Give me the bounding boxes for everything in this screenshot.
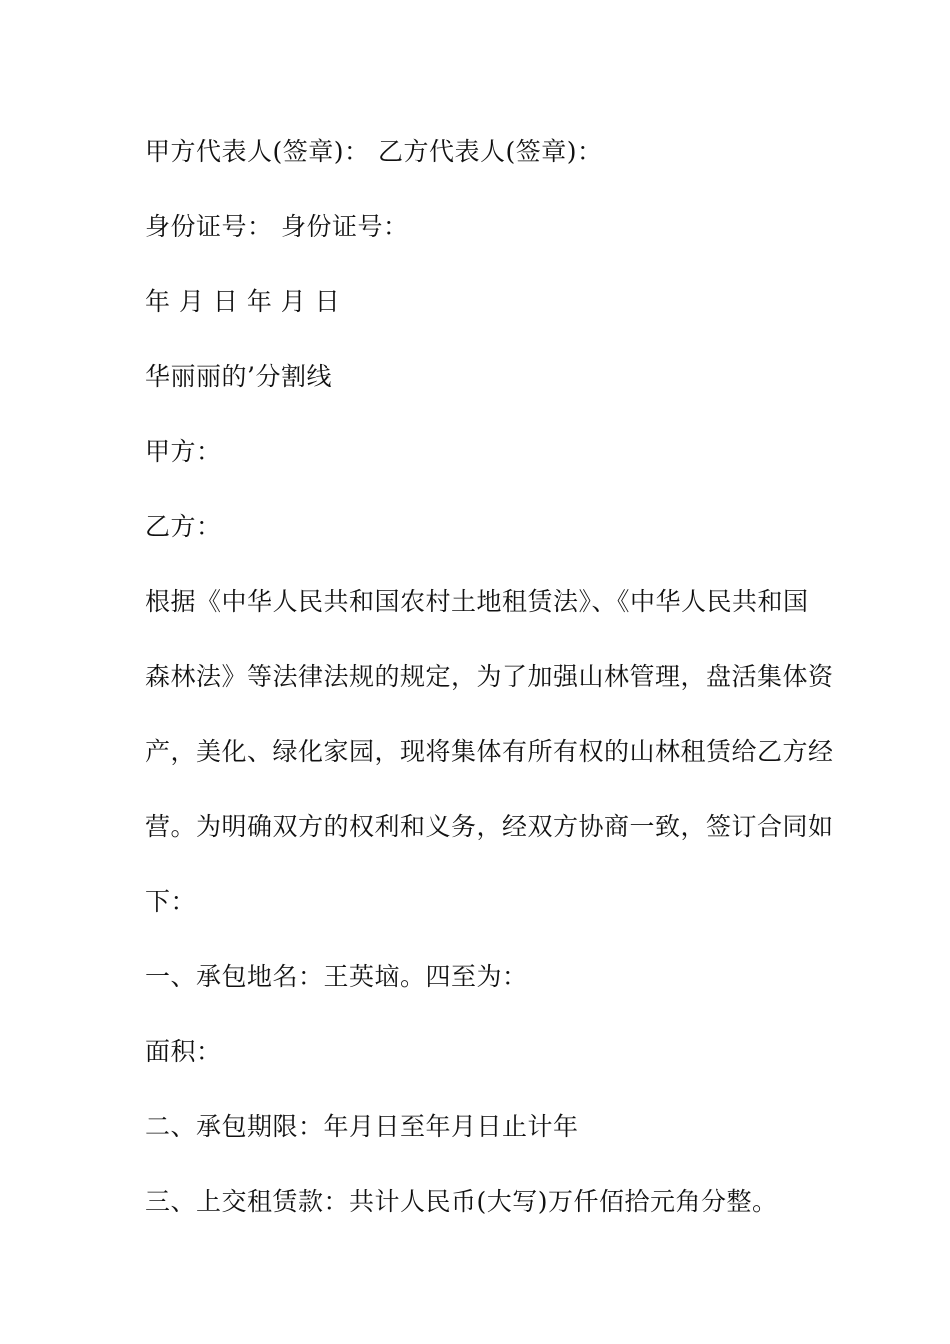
date-line: 年 月 日 年 月 日 — [145, 287, 341, 316]
paragraph-line: 森林法》等法律法规的规定，为了加强山林管理，盘活集体资 — [145, 662, 834, 691]
paragraph-line: 根据《中华人民共和国农村土地租赁法》、《中华人民共和国 — [145, 587, 809, 616]
paragraph-line: 营。为明确双方的权利和义务，经双方协商一致，签订合同如 — [145, 812, 834, 841]
party-a-line: 甲方： — [145, 437, 222, 466]
paragraph-line: 产，美化、绿化家园，现将集体有所有权的山林租赁给乙方经 — [145, 737, 834, 766]
signature-line: 甲方代表人(签章)： 乙方代表人(签章)： — [145, 137, 603, 166]
party-b-line: 乙方： — [145, 512, 222, 541]
clause-area: 面积： — [145, 1037, 222, 1066]
clause-location: 一、承包地名：王英垴。四至为： — [145, 962, 528, 991]
paragraph-line: 下： — [145, 887, 197, 916]
clause-payment: 三、上交租赁款：共计人民币(大写)万仟佰拾元角分整。 — [145, 1187, 778, 1216]
id-number-line: 身份证号： 身份证号： — [145, 212, 409, 241]
clause-term: 二、承包期限：年月日至年月日止计年 — [145, 1112, 579, 1141]
divider-text: 华丽丽的’分割线 — [145, 362, 332, 391]
